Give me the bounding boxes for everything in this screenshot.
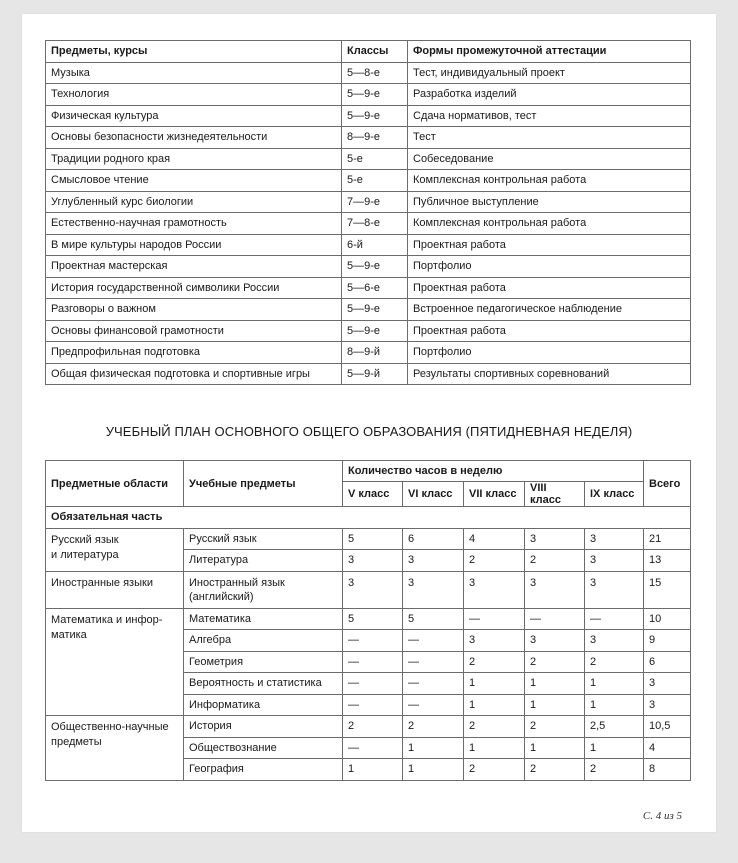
hours-cell: 2: [343, 716, 403, 738]
table-row: [46, 213, 691, 235]
total-cell: 4: [644, 737, 691, 759]
subject-cell: География: [184, 759, 343, 781]
hours-cell: 3: [343, 550, 403, 572]
grade-header: VII класс: [464, 482, 525, 507]
table-row: [46, 608, 691, 630]
hours-cell: 1: [585, 737, 644, 759]
hours-cell: —: [343, 694, 403, 716]
subject-cell: Общая физическая подготовка и спортивные игры: [46, 363, 342, 385]
section-row: [46, 507, 691, 529]
assessment-cell: Тест, индивидуальный проект: [408, 62, 691, 84]
grade-cell: 5—9-е: [342, 84, 408, 106]
assessment-cell: Публичное выступление: [408, 191, 691, 213]
assessment-cell: Разработка изделий: [408, 84, 691, 106]
hours-cell: —: [403, 630, 464, 652]
hours-cell: 1: [403, 737, 464, 759]
table-row: [46, 105, 691, 127]
hours-cell: 3: [585, 571, 644, 608]
hours-cell: 1: [464, 737, 525, 759]
subject-cell: Литература: [184, 550, 343, 572]
curriculum-header-row: [46, 461, 691, 482]
section-mandatory: Обязательная часть: [46, 507, 691, 529]
hours-cell: —: [343, 673, 403, 695]
subject-cell: Информатика: [184, 694, 343, 716]
assessment-cell: Портфолио: [408, 256, 691, 278]
hours-cell: 3: [403, 550, 464, 572]
total-cell: 13: [644, 550, 691, 572]
hours-cell: 5: [403, 608, 464, 630]
assessment-cell: Комплексная контрольная работа: [408, 170, 691, 192]
hours-cell: 1: [585, 673, 644, 695]
hours-cell: 1: [525, 737, 585, 759]
table-row: [46, 277, 691, 299]
hours-cell: —: [343, 651, 403, 673]
hours-cell: —: [343, 737, 403, 759]
table-row: [46, 716, 691, 738]
assessment-cell: Тест: [408, 127, 691, 149]
header-subjects: Учебные предметы: [184, 461, 343, 507]
document-page: [22, 14, 716, 832]
grade-cell: 5-е: [342, 148, 408, 170]
table-row: [46, 234, 691, 256]
hours-cell: 2: [464, 759, 525, 781]
hours-cell: 5: [343, 528, 403, 550]
header-subjects: Предметы, курсы: [46, 41, 342, 63]
subject-cell: Музыка: [46, 62, 342, 84]
assessment-cell: Проектная работа: [408, 277, 691, 299]
subject-cell: Естественно-научная грамотность: [46, 213, 342, 235]
subject-cell: Углубленный курс биологии: [46, 191, 342, 213]
table-row: [46, 299, 691, 321]
grade-cell: 7—9-е: [342, 191, 408, 213]
hours-cell: 5: [343, 608, 403, 630]
subject-cell: Смысловое чтение: [46, 170, 342, 192]
hours-cell: 2: [525, 550, 585, 572]
table-row: [46, 191, 691, 213]
hours-cell: 3: [403, 571, 464, 608]
subject-cell: Традиции родного края: [46, 148, 342, 170]
assessment-cell: Проектная работа: [408, 320, 691, 342]
hours-cell: 3: [464, 571, 525, 608]
hours-cell: 1: [464, 673, 525, 695]
header-assessment-forms: Формы промежуточной аттестации: [408, 41, 691, 63]
table-row: [46, 528, 691, 550]
hours-cell: 2: [464, 651, 525, 673]
hours-cell: 2: [525, 716, 585, 738]
curriculum-title: УЧЕБНЫЙ ПЛАН ОСНОВНОГО ОБЩЕГО ОБРАЗОВАНИЯ (ПЯТИДНЕВНАЯ НЕДЕЛЯ): [105, 424, 633, 439]
grade-cell: 5—9-й: [342, 363, 408, 385]
hours-cell: —: [525, 608, 585, 630]
hours-cell: 1: [343, 759, 403, 781]
table-row: [46, 170, 691, 192]
hours-cell: —: [403, 694, 464, 716]
hours-cell: 2: [464, 716, 525, 738]
hours-cell: 3: [464, 630, 525, 652]
hours-cell: 3: [585, 528, 644, 550]
grade-cell: 5—9-е: [342, 320, 408, 342]
total-cell: 21: [644, 528, 691, 550]
grade-cell: 8—9-е: [342, 127, 408, 149]
total-cell: 3: [644, 673, 691, 695]
grade-cell: 5-е: [342, 170, 408, 192]
subject-cell: Физическая культура: [46, 105, 342, 127]
total-cell: 10,5: [644, 716, 691, 738]
subject-cell: В мире культуры народов России: [46, 234, 342, 256]
hours-cell: —: [403, 651, 464, 673]
subject-cell: Предпрофильная подготовка: [46, 342, 342, 364]
hours-cell: 3: [585, 630, 644, 652]
subject-area-cell: Математика и инфор- матика: [46, 608, 184, 716]
hours-cell: 1: [525, 694, 585, 716]
grade-cell: 7—8-е: [342, 213, 408, 235]
grade-cell: 5—9-е: [342, 299, 408, 321]
assessment-cell: Результаты спортивных соревнований: [408, 363, 691, 385]
grade-cell: 5—6-е: [342, 277, 408, 299]
header-grades: Классы: [342, 41, 408, 63]
assessment-cell: Собеседование: [408, 148, 691, 170]
subject-cell: Основы финансовой грамотности: [46, 320, 342, 342]
grade-cell: 5—9-е: [342, 256, 408, 278]
hours-cell: 4: [464, 528, 525, 550]
table-row: [46, 84, 691, 106]
hours-cell: 1: [525, 673, 585, 695]
hours-cell: 3: [343, 571, 403, 608]
table-row: [46, 363, 691, 385]
grade-cell: 5—8-е: [342, 62, 408, 84]
table-row: [46, 256, 691, 278]
table-row: [46, 320, 691, 342]
grade-header: VIII класс: [525, 482, 585, 507]
grade-header: V класс: [343, 482, 403, 507]
total-cell: 8: [644, 759, 691, 781]
hours-cell: 3: [525, 630, 585, 652]
total-cell: 6: [644, 651, 691, 673]
subject-cell: История государственной символики России: [46, 277, 342, 299]
hours-cell: 2: [525, 759, 585, 781]
subject-cell: Технология: [46, 84, 342, 106]
hours-cell: 2: [403, 716, 464, 738]
total-cell: 15: [644, 571, 691, 608]
grade-cell: 6-й: [342, 234, 408, 256]
table-row: [46, 127, 691, 149]
attestation-table: [45, 40, 691, 385]
subject-cell: Проектная мастерская: [46, 256, 342, 278]
table-row: [46, 571, 691, 608]
total-cell: 10: [644, 608, 691, 630]
subject-cell: Иностранный язык (английский): [184, 571, 343, 608]
grade-header: VI класс: [403, 482, 464, 507]
header-subject-areas: Предметные области: [46, 461, 184, 507]
hours-cell: 2: [464, 550, 525, 572]
page-number: С. 4 из 5: [642, 810, 682, 822]
header-total: Всего: [644, 461, 691, 507]
hours-cell: 2,5: [585, 716, 644, 738]
hours-cell: 3: [525, 571, 585, 608]
subject-area-cell: Русский язык и литература: [46, 528, 184, 571]
subject-cell: История: [184, 716, 343, 738]
total-cell: 9: [644, 630, 691, 652]
header-hours-per-week: Количество часов в неделю: [343, 461, 644, 482]
assessment-cell: Встроенное педагогическое наблюдение: [408, 299, 691, 321]
hours-cell: 1: [403, 759, 464, 781]
hours-cell: 1: [464, 694, 525, 716]
subject-cell: Геометрия: [184, 651, 343, 673]
hours-cell: 3: [585, 550, 644, 572]
hours-cell: —: [585, 608, 644, 630]
assessment-cell: Проектная работа: [408, 234, 691, 256]
hours-cell: 2: [585, 759, 644, 781]
subject-cell: Русский язык: [184, 528, 343, 550]
assessment-cell: Сдача нормативов, тест: [408, 105, 691, 127]
subject-cell: Обществознание: [184, 737, 343, 759]
subject-cell: Математика: [184, 608, 343, 630]
subject-cell: Разговоры о важном: [46, 299, 342, 321]
total-cell: 3: [644, 694, 691, 716]
curriculum-table: [45, 460, 691, 781]
assessment-cell: Комплексная контрольная работа: [408, 213, 691, 235]
hours-cell: —: [343, 630, 403, 652]
hours-cell: 3: [525, 528, 585, 550]
subject-cell: Основы безопасности жизнедеятельности: [46, 127, 342, 149]
grade-header: IX класс: [585, 482, 644, 507]
hours-cell: —: [464, 608, 525, 630]
table-row: [46, 342, 691, 364]
hours-cell: —: [403, 673, 464, 695]
table-row: [46, 148, 691, 170]
hours-cell: 1: [585, 694, 644, 716]
grade-cell: 5—9-е: [342, 105, 408, 127]
subject-area-cell: Общественно-научные предметы: [46, 716, 184, 781]
subject-cell: Вероятность и статистика: [184, 673, 343, 695]
hours-cell: 6: [403, 528, 464, 550]
subject-area-cell: Иностранные языки: [46, 571, 184, 608]
attestation-header-row: [46, 41, 691, 63]
grade-cell: 8—9-й: [342, 342, 408, 364]
assessment-cell: Портфолио: [408, 342, 691, 364]
table-row: [46, 62, 691, 84]
hours-cell: 2: [525, 651, 585, 673]
hours-cell: 2: [585, 651, 644, 673]
subject-cell: Алгебра: [184, 630, 343, 652]
